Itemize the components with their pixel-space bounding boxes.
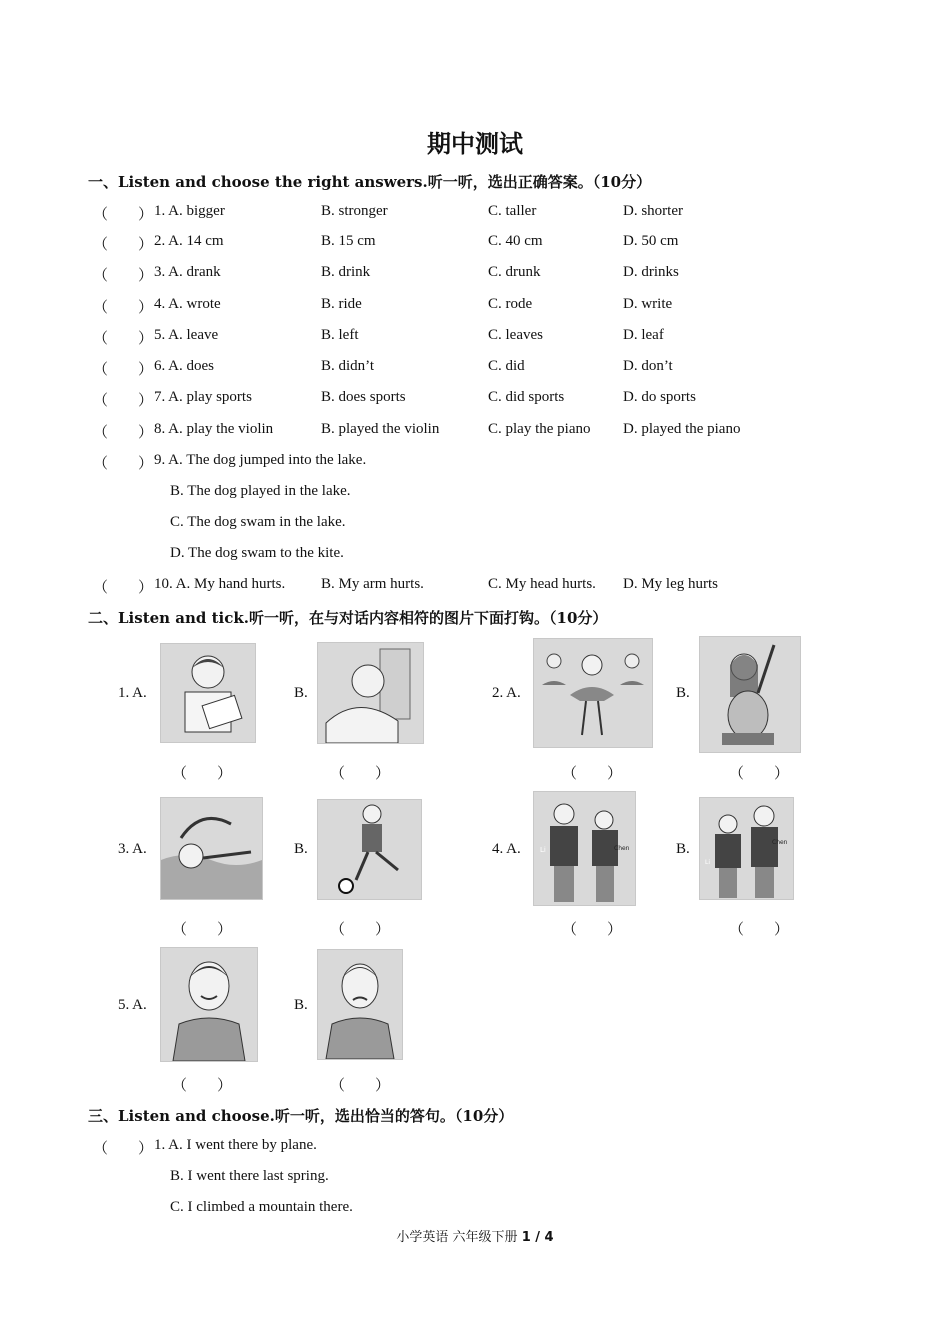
answer-paren[interactable]: （ ） [93,580,154,596]
section-2-heading: 二、Listen and tick.听一听，在与对话内容相符的图片下面打钩。（10分） [88,609,608,627]
answer-paren[interactable]: （ ） [93,237,154,253]
tick-paren-q2a[interactable]: （ ） [562,766,623,782]
answer-paren[interactable]: （ ） [93,425,154,441]
option-a: 2. A. 14 cm [154,233,224,249]
option-d: D. do sports [623,389,696,405]
option-b: B. does sports [321,389,406,405]
q9-row [0,452,950,476]
option-a: 1. A. bigger [154,203,225,219]
answer-paren[interactable]: （ ） [93,331,154,347]
question-row [0,327,950,351]
option-a: 7. A. play sports [154,389,252,405]
option-c: C. play the piano [488,421,591,437]
s3-q1-row [0,1137,950,1161]
page-title: 期中测试 [427,130,523,158]
q3-a-label: 3. A. [118,841,147,857]
option-c: C. 40 cm [488,233,543,249]
s3-q1-option-b: B. I went there last spring. [170,1168,329,1184]
option-b: B. stronger [321,203,388,219]
boy-reading-book-image [160,643,256,743]
question-row [0,421,950,445]
girls-dancing-ballet-image [533,638,653,748]
boy-smiling-image [160,947,258,1062]
boy-swimming-image [160,797,263,900]
question-row [0,233,950,257]
q9-option-c: C. The dog swam in the lake. [170,514,346,530]
answer-paren[interactable]: （ ） [93,207,154,223]
option-c: C. rode [488,296,533,312]
option-d: D. played the piano [623,421,741,437]
boy-playing-football-image [317,799,422,900]
answer-paren[interactable]: （ ） [93,393,154,409]
answer-paren[interactable]: （ ） [93,268,154,284]
boy-sad-image [317,949,403,1060]
q2-a-label: 2. A. [492,685,521,701]
q9-option-b: B. The dog played in the lake. [170,483,351,499]
option-a: 1. A. I went there by plane. [154,1137,317,1153]
answer-paren[interactable]: （ ） [93,362,154,378]
tick-paren-q5a[interactable]: （ ） [172,1078,233,1094]
q9-option-d: D. The dog swam to the kite. [170,545,344,561]
li-tag: Li [540,846,546,854]
tick-paren-q3a[interactable]: （ ） [172,922,233,938]
s3-q1-option-c: C. I climbed a mountain there. [170,1199,353,1215]
q1-a-label: 1. A. [118,685,147,701]
option-a: 10. A. My hand hurts. [154,576,286,592]
option-d: D. My leg hurts [623,576,718,592]
q4-b-label: B. [676,841,690,857]
option-b: B. 15 cm [321,233,376,249]
section-3-heading: 三、Listen and choose.听一听，选出恰当的答句。（10分） [88,1107,514,1125]
question-row [0,389,950,413]
section-1-heading: 一、Listen and choose the right answers.听一听，选出正确答案。（10分） [88,173,652,191]
chen-tag: Chen [772,839,788,846]
option-d: D. shorter [623,203,683,219]
option-b: B. didn’t [321,358,375,374]
q3-b-label: B. [294,841,308,857]
q2-b-label: B. [676,685,690,701]
option-d: D. leaf [623,327,664,343]
page-footer [0,1226,950,1245]
option-d: D. 50 cm [623,233,679,249]
tick-paren-q3b[interactable]: （ ） [330,922,391,938]
option-c: C. drunk [488,264,541,280]
answer-paren[interactable]: （ ） [93,456,154,472]
question-row [0,358,950,382]
option-b: B. left [321,327,359,343]
q1-b-label: B. [294,685,308,701]
option-d: D. write [623,296,673,312]
option-b: B. drink [321,264,371,280]
tick-paren-q1b[interactable]: （ ） [330,766,391,782]
two-boys-li-chen-image-a [533,791,636,906]
option-a: 8. A. play the violin [154,421,274,437]
option-c: C. My head hurts. [488,576,596,592]
option-a: 9. A. The dog jumped into the lake. [154,452,367,468]
chen-tag: Chen [614,845,630,852]
option-b: B. played the violin [321,421,440,437]
answer-paren[interactable]: （ ） [93,300,154,316]
girl-playing-pipa-image [699,636,801,753]
tick-paren-q5b[interactable]: （ ） [330,1078,391,1094]
option-b: B. My arm hurts. [321,576,424,592]
two-boys-li-chen-image-b [699,797,794,900]
option-b: B. ride [321,296,362,312]
option-d: D. don’t [623,358,673,374]
q4-a-label: 4. A. [492,841,521,857]
option-d: D. drinks [623,264,679,280]
boy-crying-image [317,642,424,744]
q5-a-label: 5. A. [118,997,147,1013]
option-a: 6. A. does [154,358,214,374]
tick-paren-q2b[interactable]: （ ） [729,766,790,782]
option-c: C. did sports [488,389,565,405]
tick-paren-q1a[interactable]: （ ） [172,766,233,782]
question-row [0,203,950,227]
option-c: C. leaves [488,327,543,343]
tick-paren-q4a[interactable]: （ ） [562,922,623,938]
option-c: C. taller [488,203,537,219]
answer-paren[interactable]: （ ） [93,1141,154,1157]
option-a: 3. A. drank [154,264,221,280]
li-tag: Li [705,859,711,866]
option-a: 4. A. wrote [154,296,221,312]
tick-paren-q4b[interactable]: （ ） [729,922,790,938]
option-a: 5. A. leave [154,327,219,343]
question-row [0,264,950,288]
q5-b-label: B. [294,997,308,1013]
question-row [0,296,950,320]
page-number: 1 / 4 [521,1230,554,1245]
footer-text: 小学英语 六年级下册 [396,1230,522,1245]
option-c: C. did [488,358,525,374]
q10-row [0,576,950,600]
